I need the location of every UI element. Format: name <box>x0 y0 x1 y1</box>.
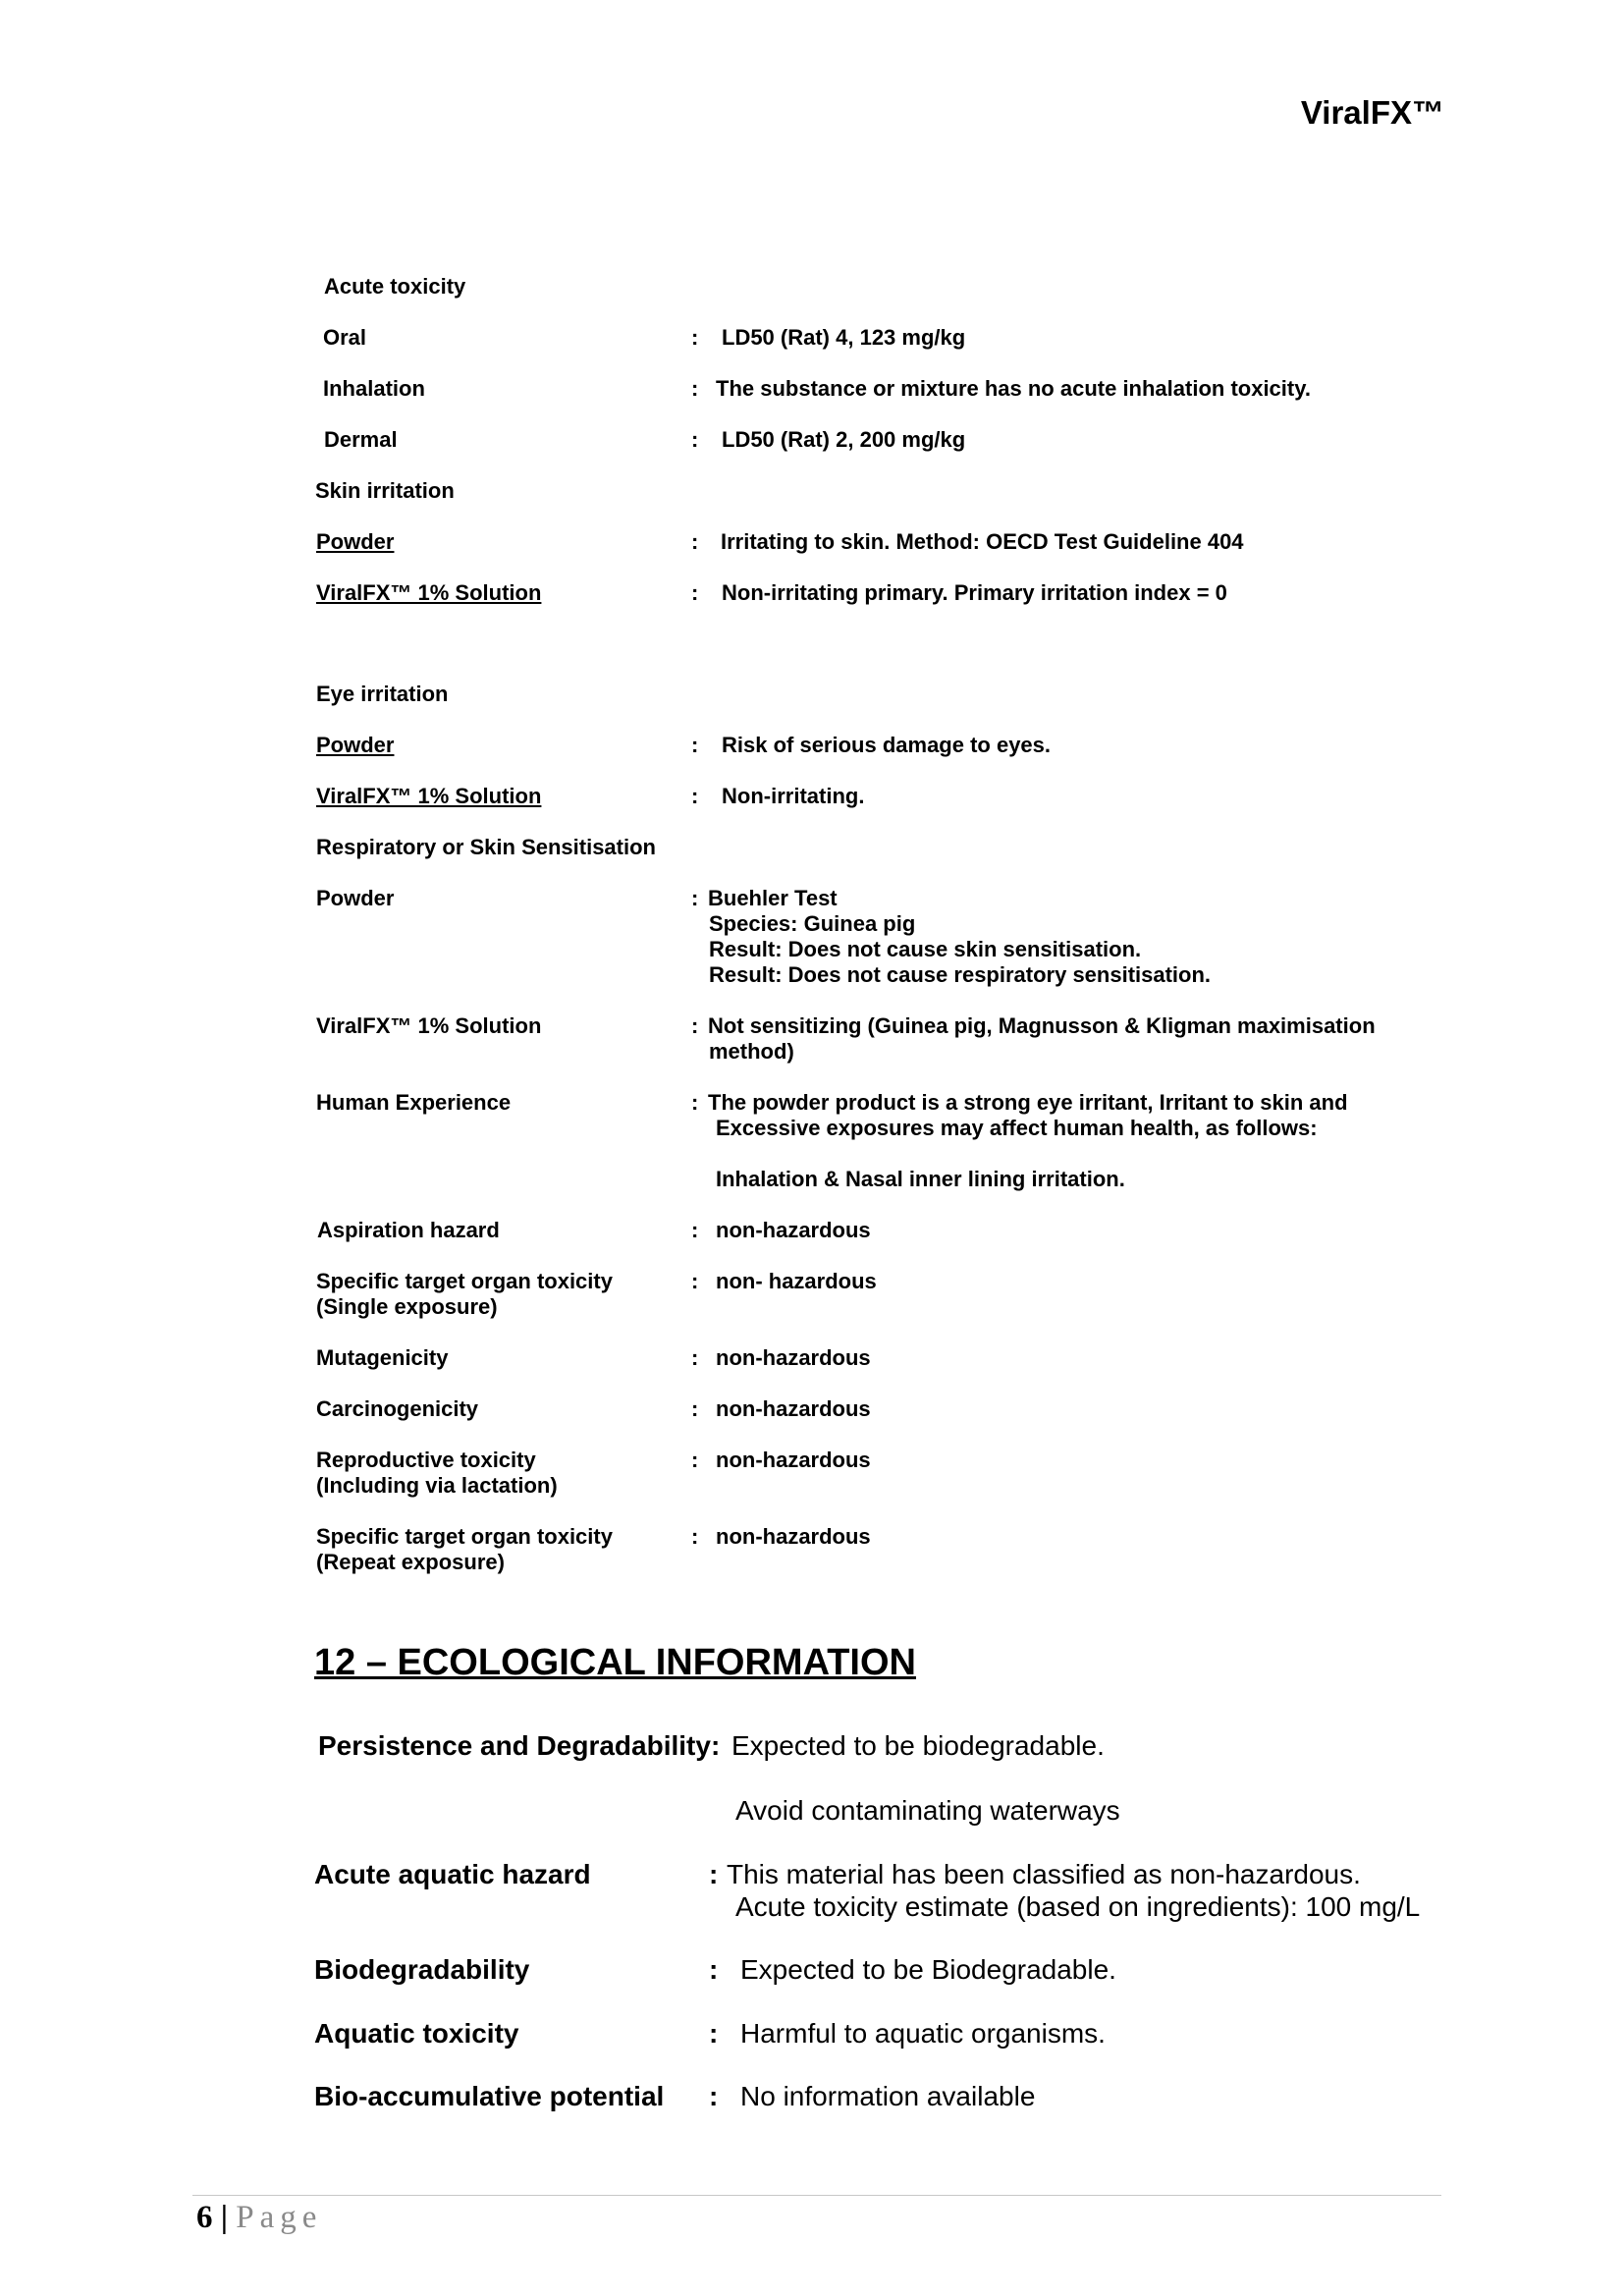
sens-solution-line-2: method) <box>709 1039 794 1064</box>
human-line-2: Excessive exposures may affect human health, as follows: <box>716 1116 1318 1140</box>
skin-powder-label: Powder <box>316 529 395 554</box>
aspiration-value: non-hazardous <box>716 1218 871 1242</box>
human-line-1: The powder product is a strong eye irritant, Irritant to skin and <box>708 1090 1348 1115</box>
bioaccumulative-label: Bio-accumulative potential <box>314 2081 665 2111</box>
stot-repeat-label-1: Specific target organ toxicity <box>316 1524 613 1549</box>
persistence-label-text: Persistence and Degradability <box>318 1730 711 1761</box>
page-footer <box>196 2200 322 2236</box>
footer-divider <box>192 2195 1441 2196</box>
biodegradability-label: Biodegradability <box>314 1954 530 1985</box>
human-extra: Inhalation & Nasal inner lining irritation. <box>716 1167 1125 1191</box>
page-number: 6 <box>196 2200 213 2235</box>
oral-value: LD50 (Rat) 4, 123 mg/kg <box>722 325 966 350</box>
stot-single-label-1: Specific target organ toxicity <box>316 1269 613 1293</box>
inhalation-value: The substance or mixture has no acute inhalation toxicity. <box>716 376 1311 401</box>
aquatic-hazard-line-2: Acute toxicity estimate (based on ingredients): 100 mg/L <box>735 1891 1421 1922</box>
skin-irritation-heading: Skin irritation <box>315 478 455 503</box>
aquatic-hazard-line-1: This material has been classified as non-hazardous. <box>727 1859 1361 1889</box>
skin-powder-value: Irritating to skin. Method: OECD Test Guideline 404 <box>721 529 1244 554</box>
colon: : <box>691 427 699 452</box>
aspiration-label: Aspiration hazard <box>317 1218 500 1242</box>
colon: : <box>691 376 699 401</box>
sens-solution-label: ViralFX™ 1% Solution <box>316 1013 542 1038</box>
repro-value: non-hazardous <box>716 1448 871 1472</box>
stot-repeat-value: non-hazardous <box>716 1524 871 1549</box>
colon: : <box>691 1269 699 1293</box>
sens-solution-line-1: Not sensitizing (Guinea pig, Magnusson & Kligman maximisation <box>708 1013 1376 1038</box>
oral-label: Oral <box>323 325 367 350</box>
colon: : <box>691 1218 699 1242</box>
skin-solution-label: ViralFX™ 1% Solution <box>316 580 542 605</box>
skin-solution-value: Non-irritating primary. Primary irritation index = 0 <box>722 580 1227 605</box>
persistence-label: Persistence and Degradability: <box>318 1730 721 1761</box>
colon: : <box>691 1345 699 1370</box>
biodegradability-value: Expected to be Biodegradable. <box>740 1954 1116 1985</box>
repro-label-2: (Including via lactation) <box>316 1473 558 1498</box>
stot-repeat-label-2: (Repeat exposure) <box>316 1550 505 1574</box>
aquatic-hazard-label: Acute aquatic hazard <box>314 1859 591 1889</box>
colon: : <box>691 580 699 605</box>
mutagenicity-value: non-hazardous <box>716 1345 871 1370</box>
eye-powder-label: Powder <box>316 733 395 757</box>
acute-toxicity-heading: Acute toxicity <box>324 274 466 299</box>
section-12-heading: 12 – ECOLOGICAL INFORMATION <box>314 1642 916 1683</box>
sens-powder-label: Powder <box>316 886 395 910</box>
colon: : <box>691 1448 699 1472</box>
eye-irritation-heading: Eye irritation <box>316 682 449 706</box>
colon: : <box>691 784 699 808</box>
mutagenicity-label: Mutagenicity <box>316 1345 449 1370</box>
sens-powder-line-4: Result: Does not cause respiratory sensitisation. <box>709 962 1212 987</box>
colon: : <box>709 1859 719 1889</box>
document-title: ViralFX™ <box>1300 94 1444 131</box>
page-word: Page <box>236 2200 323 2235</box>
eye-solution-label: ViralFX™ 1% Solution <box>316 784 542 808</box>
sens-powder-line-2: Species: Guinea pig <box>709 911 916 936</box>
colon: : <box>691 529 699 554</box>
bioaccumulative-value: No information available <box>740 2081 1036 2111</box>
footer-separator: | <box>220 2200 229 2235</box>
aquatic-toxicity-label: Aquatic toxicity <box>314 2018 519 2049</box>
colon: : <box>709 1954 719 1985</box>
colon: : <box>691 1524 699 1549</box>
sensitisation-heading: Respiratory or Skin Sensitisation <box>316 835 656 859</box>
human-experience-label: Human Experience <box>316 1090 512 1115</box>
sens-powder-line-3: Result: Does not cause skin sensitisation. <box>709 937 1142 961</box>
sens-powder-line-1: Buehler Test <box>708 886 838 910</box>
colon: : <box>691 325 699 350</box>
persistence-extra: Avoid contaminating waterways <box>735 1795 1120 1826</box>
colon: : <box>691 1396 699 1421</box>
stot-single-label-2: (Single exposure) <box>316 1294 498 1319</box>
eye-powder-value: Risk of serious damage to eyes. <box>722 733 1052 757</box>
colon: : <box>709 2081 719 2111</box>
colon: : <box>691 1013 699 1038</box>
dermal-value: LD50 (Rat) 2, 200 mg/kg <box>722 427 966 452</box>
colon: : <box>709 2018 719 2049</box>
dermal-label: Dermal <box>324 427 398 452</box>
colon: : <box>691 1090 699 1115</box>
carcinogenicity-label: Carcinogenicity <box>316 1396 479 1421</box>
stot-single-value: non- hazardous <box>716 1269 877 1293</box>
persistence-value: Expected to be biodegradable. <box>731 1730 1105 1761</box>
colon: : <box>691 886 699 910</box>
repro-label-1: Reproductive toxicity <box>316 1448 536 1472</box>
colon: : <box>691 733 699 757</box>
carcinogenicity-value: non-hazardous <box>716 1396 871 1421</box>
aquatic-toxicity-value: Harmful to aquatic organisms. <box>740 2018 1106 2049</box>
eye-solution-value: Non-irritating. <box>722 784 865 808</box>
inhalation-label: Inhalation <box>323 376 425 401</box>
